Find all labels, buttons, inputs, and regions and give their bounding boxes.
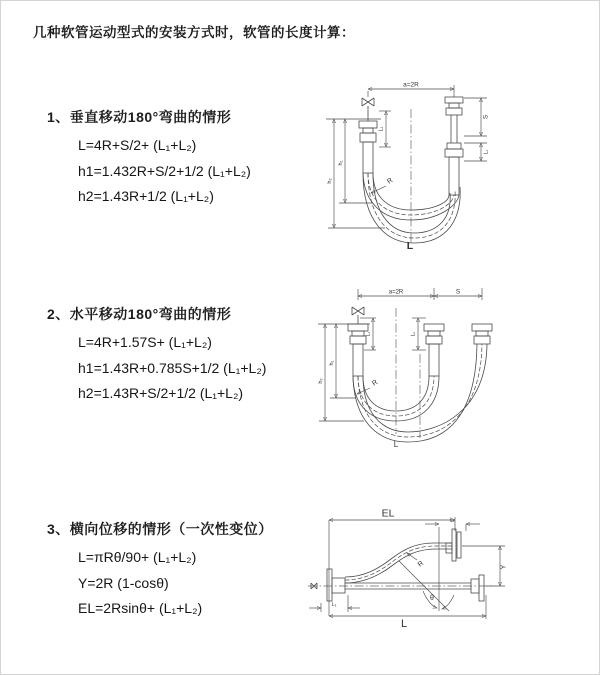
dim-label-s: S (482, 114, 490, 120)
braided-hose-section (429, 344, 439, 376)
valve-icon (362, 98, 374, 121)
section-horizontal-180 (47, 304, 266, 407)
dim-label-l1: L₁ (365, 331, 372, 337)
dim-label-l: L (400, 618, 408, 630)
dimension-a2r (358, 288, 482, 300)
formula-l: L=4R+1.57S+ (L₁+L₂) (78, 334, 212, 350)
angle-label: θ (430, 595, 434, 602)
length-label: L (406, 240, 414, 252)
braided-hose-section (449, 157, 459, 195)
formula-h2: h2=1.43R+1/2 (L₁+L₂) (78, 188, 214, 204)
dimension-y (462, 546, 508, 586)
hose-u-bend (363, 173, 460, 243)
section-3-heading: 3、横向位移的情形（一次性变位） (47, 521, 273, 537)
dim-label-h1: h₁ (329, 360, 335, 366)
radius-label: R (371, 379, 380, 388)
dim-label-el: EL (381, 507, 395, 520)
dimension-l1-bottom (309, 595, 360, 612)
hose-curved-position (345, 543, 452, 583)
formula-el: EL=2Rsinθ+ (L₁+L₂) (78, 600, 203, 616)
dimension-s (464, 98, 490, 136)
radius-callout (407, 553, 425, 569)
formula-l: L=4R+S/2+ (L₁+L₂) (78, 137, 197, 153)
section-vertical-180 (47, 107, 251, 210)
flange-fitting-upper-right (446, 529, 461, 561)
flange-fitting-right-upper (445, 97, 463, 143)
dim-label-h1: h₁ (338, 160, 344, 166)
dimension-s (434, 289, 482, 297)
dimension-l1-left (379, 111, 392, 147)
hose-straight-position (308, 583, 494, 589)
dim-label-y: Y (500, 564, 508, 570)
dim-label-l1: L₁ (378, 126, 385, 132)
dim-label-h2: h₂ (318, 378, 324, 384)
dimension-h2 (318, 324, 364, 421)
dimension-l (329, 595, 486, 630)
dimension-l1-left (360, 318, 376, 350)
formula-h2: h2=1.43R+S/2+1/2 (L₁+L₂) (78, 385, 244, 401)
dimension-a2r (368, 82, 454, 98)
dim-label-h2: h₂ (327, 178, 333, 184)
dim-label-l1: L₁ (449, 517, 455, 524)
dimension-h1 (338, 119, 373, 203)
radius-label: R (386, 177, 395, 186)
braided-hose-section (353, 344, 363, 376)
dim-label-a2r: a=2R (388, 289, 404, 296)
diagram-lateral-displacement (296, 503, 596, 653)
diagram-horizontal-180 (304, 284, 504, 462)
valve-icon (352, 307, 364, 324)
section-1-heading: 1、垂直移动180°弯曲的情形 (47, 109, 232, 125)
page-title: 几种软管运动型式的安装方式时，软管的长度计算： (33, 25, 355, 40)
formula-y: Y=2R (1-cosθ) (78, 574, 169, 591)
section-lateral-displacement (47, 519, 273, 622)
radius-label: R (416, 559, 426, 569)
dimension-l1-middle (411, 318, 427, 350)
dim-label-a2r: a=2R (403, 81, 419, 89)
section-2-heading: 2、水平移动180°弯曲的情形 (47, 306, 232, 322)
formula-h1: h1=1.432R+S/2+1/2 (L₁+L₂) (78, 162, 251, 179)
flange-fitting-left (359, 121, 377, 173)
flange-fitting-lower-right (471, 575, 484, 601)
diagram-vertical-180 (323, 81, 503, 253)
formula-h1: h1=1.43R+0.785S+1/2 (L₁+L₂) (78, 359, 267, 376)
braided-hose-section (363, 142, 373, 173)
formula-l: L=πRθ/90+ (L₁+L₂) (78, 549, 197, 565)
dim-label-l1: L₁ (410, 331, 417, 337)
dim-label-l1: L₁ (483, 149, 490, 155)
dim-label-l1: L₁ (331, 602, 337, 608)
flange-fitting-left (327, 569, 345, 601)
length-label: L (393, 440, 399, 449)
flange-fitting-middle (424, 324, 444, 376)
flange-fitting-right (472, 324, 492, 344)
dimension-l1-right (464, 143, 490, 161)
dim-label-s: S (455, 288, 461, 296)
